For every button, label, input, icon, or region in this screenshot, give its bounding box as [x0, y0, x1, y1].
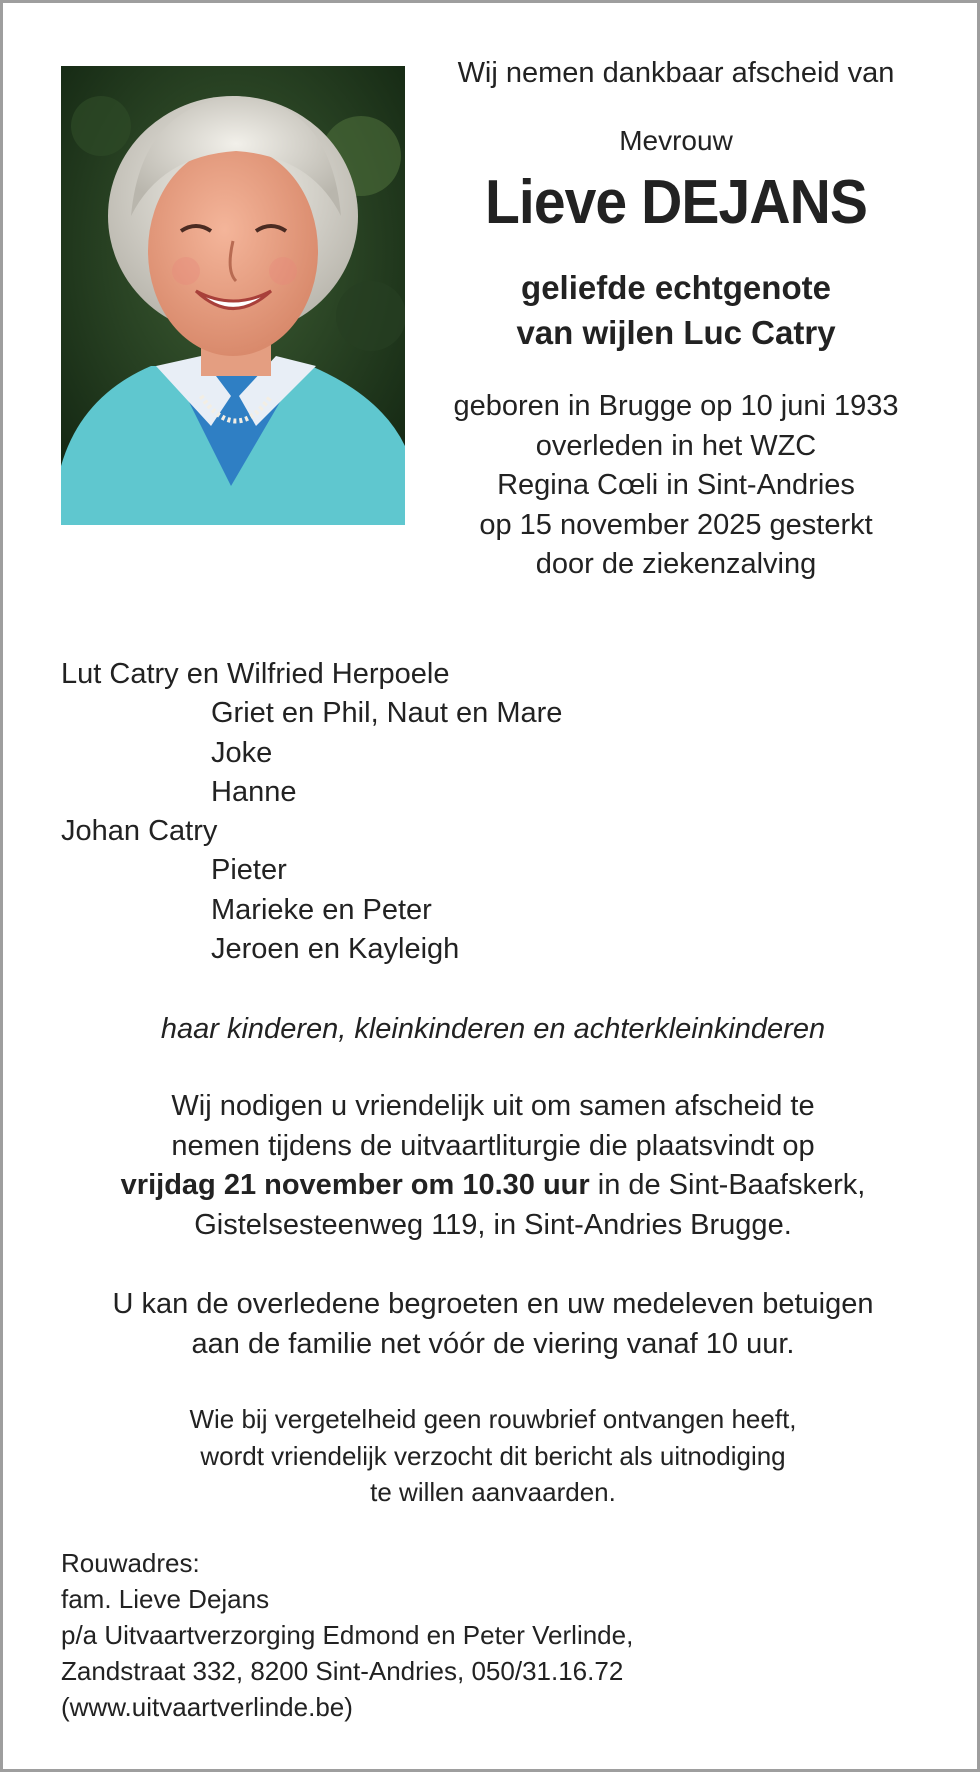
funeral-location: in de Sint-Baafskerk, [589, 1169, 866, 1201]
honorific: Mevrouw [619, 125, 733, 156]
family-member-grandchild: Joke [211, 736, 273, 769]
spouse-line: van wijlen Luc Catry [516, 314, 836, 351]
portrait-photo [61, 66, 405, 525]
visit-line: aan de familie net vóór de viering vanaf 10 uur. [191, 1327, 795, 1360]
address-line: fam. Lieve Dejans [61, 1584, 270, 1614]
spouse-line: geliefde echtgenote [521, 269, 831, 306]
note-line: te willen aanvaarden. [370, 1477, 616, 1507]
family-member-grandchild: Hanne [211, 775, 297, 808]
life-line: door de ziekenzalving [535, 548, 817, 580]
funeral-invitation [3, 1087, 980, 1245]
family-member-grandchild: Marieke en Peter [211, 893, 432, 926]
spouse-info [433, 265, 919, 355]
life-line: overleden in het WZC [535, 429, 817, 462]
note-line: wordt vriendelijk verzocht dit bericht als uitnodiging [200, 1440, 786, 1471]
life-line: geboren in Brugge op 10 juni 1933 [453, 390, 899, 422]
family-member-grandchild: Pieter [211, 854, 287, 887]
address-heading: Rouwadres: [61, 1548, 200, 1578]
invite-line: Gistelsesteenweg 119, in Sint-Andries Brugge. [194, 1208, 792, 1241]
relation-text: haar kinderen, kleinkinderen en achterkleinkinderen [160, 1013, 826, 1045]
life-line: op 15 november 2025 gesterkt [479, 508, 873, 541]
address-line: p/a Uitvaartverzorging Edmond en Peter Verlinde, [61, 1620, 634, 1650]
invitation-note [3, 1401, 980, 1511]
family-member-child: Lut Catry en Wilfried Herpoele [61, 658, 450, 690]
family-member-grandchild: Griet en Phil, Naut en Mare [211, 697, 563, 730]
website-link[interactable]: (www.uitvaartverlinde.be) [61, 1692, 353, 1722]
family-member-child: Johan Catry [61, 815, 218, 848]
notice-header [433, 51, 919, 585]
family-member-grandchild: Jeroen en Kayleigh [211, 933, 460, 966]
invite-line: nemen tijdens de uitvaartliturgie die plaatsvindt op [171, 1129, 815, 1162]
address-line: Zandstraat 332, 8200 Sint-Andries, 050/31.16.72 [61, 1656, 624, 1686]
deceased-name: Lieve DEJANS [484, 168, 868, 237]
note-line: Wie bij vergetelheid geen rouwbrief ontvangen heeft, [189, 1404, 797, 1434]
intro-text: Wij nemen dankbaar afscheid van [457, 57, 895, 89]
visit-line: U kan de overledene begroeten en uw medeleven betuigen [112, 1288, 874, 1320]
invite-line: Wij nodigen u vriendelijk uit om samen afscheid te [171, 1090, 815, 1122]
visitation-text [3, 1285, 980, 1364]
life-line: Regina Cœli in Sint-Andries [497, 469, 855, 501]
family-list [61, 655, 921, 969]
life-details [433, 387, 919, 585]
funeral-date: vrijdag 21 november om 10.30 uur [120, 1169, 590, 1201]
invite-line-date [3, 1166, 980, 1206]
mourning-address [61, 1545, 921, 1725]
